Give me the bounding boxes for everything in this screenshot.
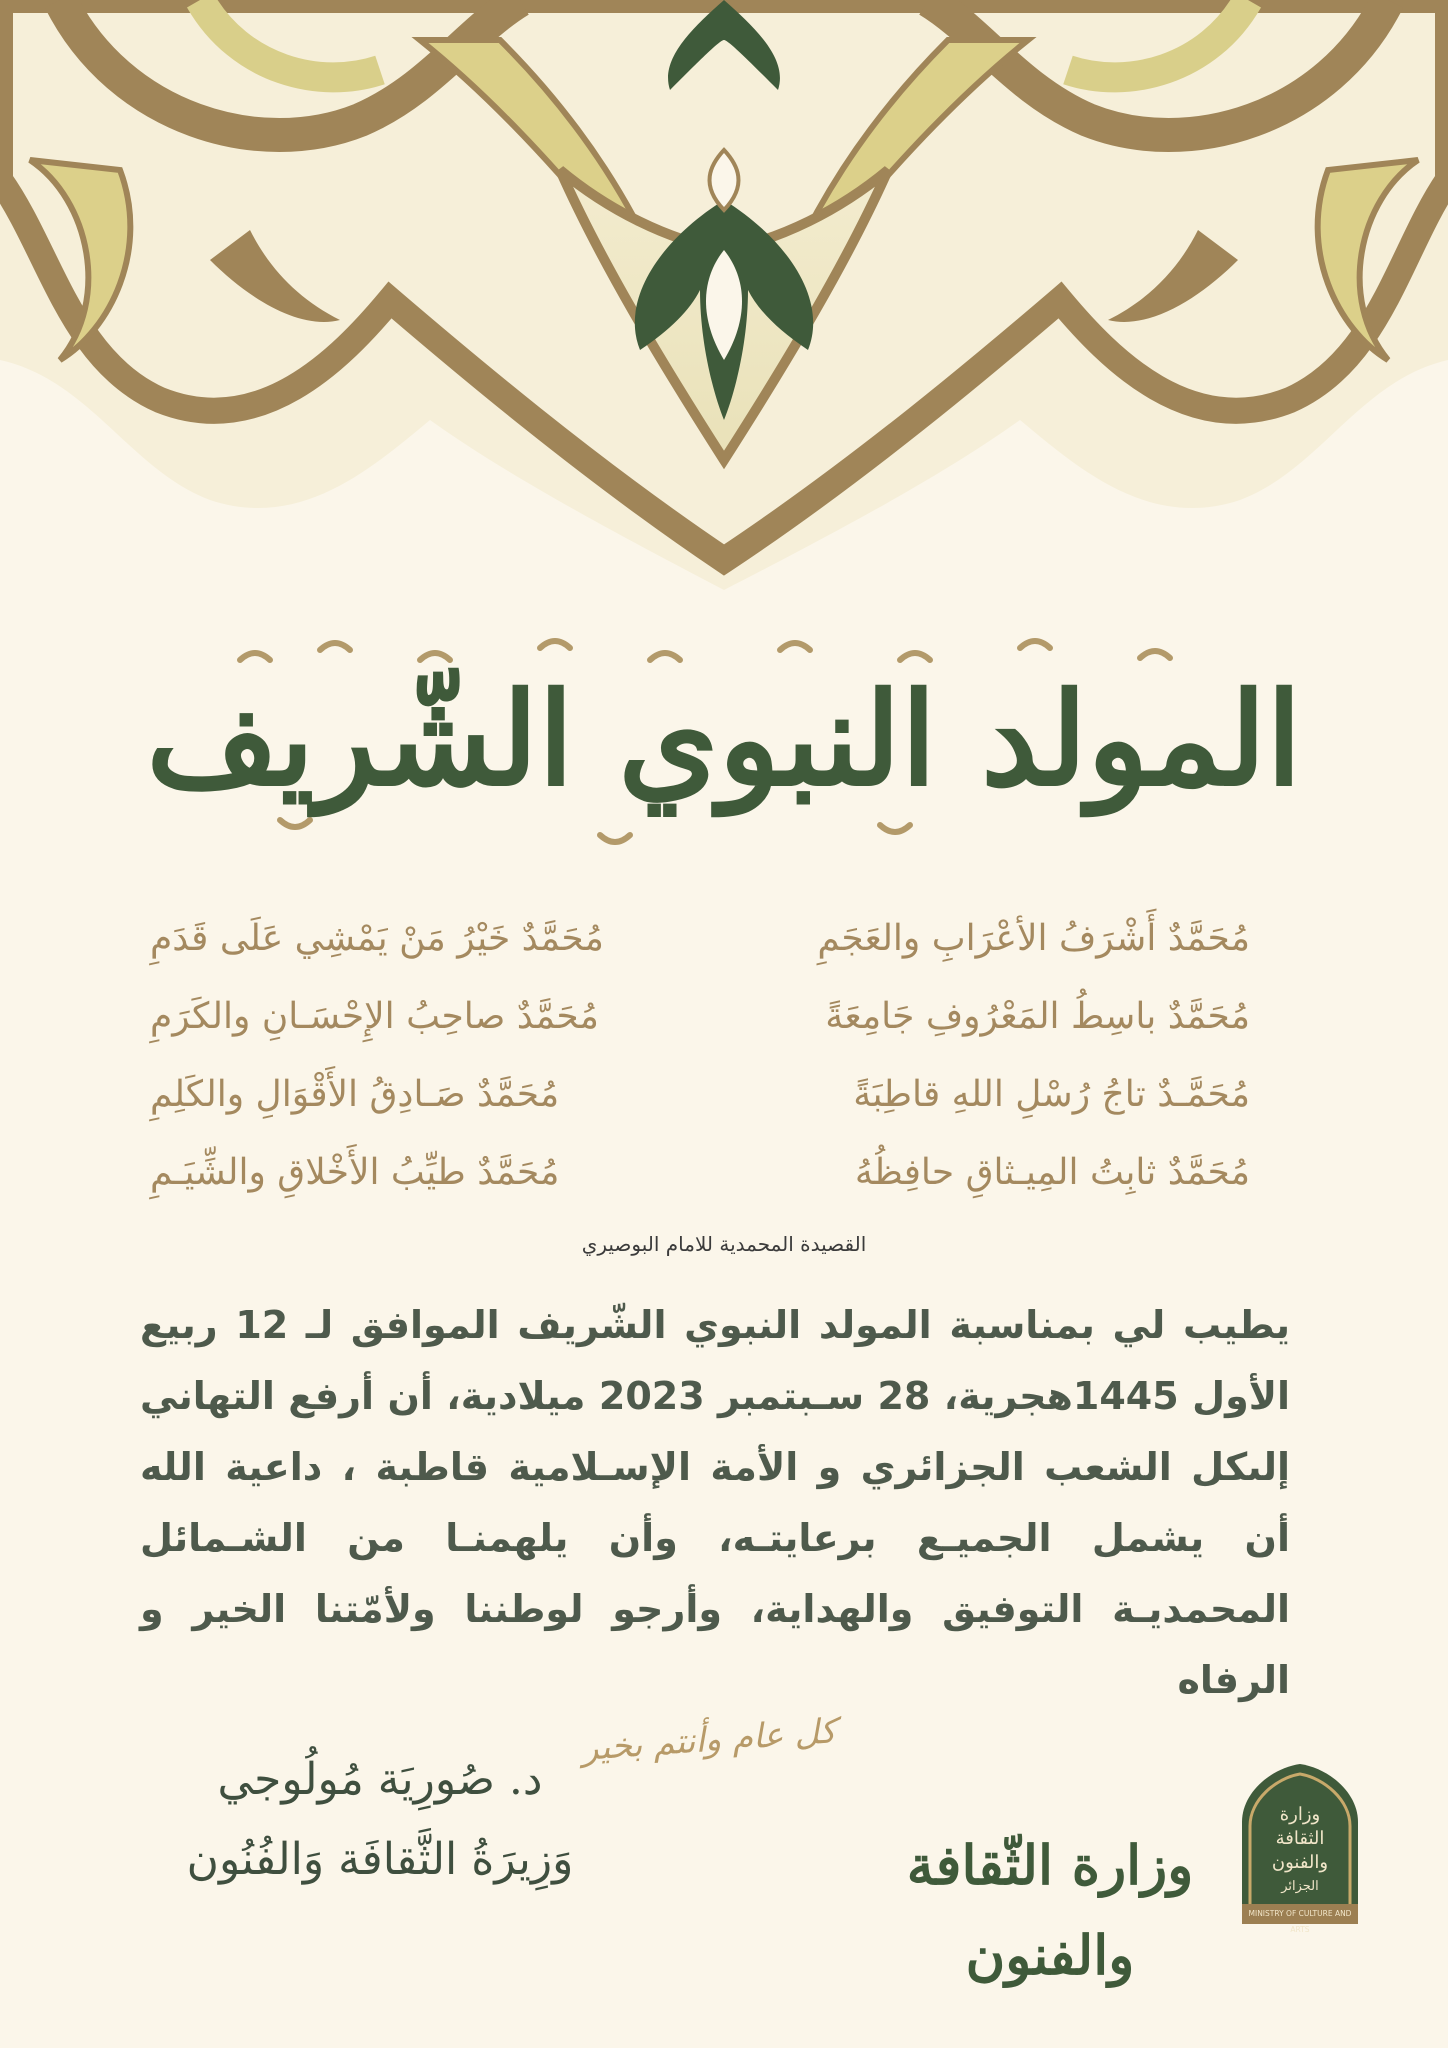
- arabesque-ornament: [0, 0, 1448, 600]
- poem-verse-1-left: مُحَمَّدٌ خَيْرُ مَنْ يَمْشِي عَلَى قَدَمِ: [150, 918, 604, 959]
- logo-text-line4: الجزائر: [1281, 1879, 1319, 1894]
- poem-verse-1-right: مُحَمَّدٌ أَشْرَفُ الأعْرَابِ والعَجَمِ: [817, 918, 1250, 959]
- poem-verse-3-left: مُحَمَّدٌ صَـادِقُ الأَقْوَالِ والكَلِمِ: [150, 1074, 560, 1115]
- message-body: يطيب لي بمناسبة المولد النبوي الشّريف الموافق لـ 12 ربيع الأول 1445هجرية، 28 سـبتمبر 2023 ميلادية، أن أرفع التهاني إلىكل الشعب الجزائري و الأمة الإسـلامية قاطبة ، داعية الله أن يشمل الجميـع برعايتـه، وأن يلهمنـا من الشـمائل المحمديـة التوفيق والهداية، وأرجو لوطننا ولأمّتنا الخير و الرفاه: [140, 1303, 1291, 1702]
- signature-name: د. صُورِيَة مُولُوجي: [217, 1754, 543, 1805]
- greeting-calligraphy: كل عام وأنتم بخير: [580, 1711, 838, 1769]
- poem: [150, 900, 1250, 1210]
- poem-verse-4-left: مُحَمَّدٌ طيِّبُ الأَخْلاقِ والشِّيَـمِ: [150, 1152, 560, 1193]
- logo-text-line2: الثقافة: [1275, 1828, 1325, 1849]
- poem-verse-3-right: مُحَمَّـدٌ تاجُ رُسْلِ اللهِ قاطِبَةً: [853, 1074, 1250, 1115]
- poem-verse-4-right: مُحَمَّدٌ ثابِتُ المِيـثاقِ حافِظُهُ: [854, 1152, 1250, 1193]
- signature-block: [170, 1740, 590, 1920]
- poem-verse-2-left: مُحَمَّدٌ صاحِبُ الإِحْسَـانِ والكَرَمِ: [150, 996, 599, 1037]
- signature-position: وَزِيرَةُ الثَّقافَة وَالفُنُون: [186, 1834, 574, 1885]
- poem-source: القصيدة المحمدية للامام البوصيري: [581, 1232, 867, 1256]
- ministry-wordmark: وزارة الثّقافة والفنون: [906, 1833, 1194, 1987]
- ministry-logo: [1238, 1762, 1362, 1934]
- poem-verse-2-right: مُحَمَّدٌ باسِطُ المَعْرُوفِ جَامِعَةً: [825, 996, 1250, 1037]
- logo-caption: MINISTRY OF CULTURE AND ARTS: [1248, 1909, 1352, 1934]
- logo-text-line3: والفنون: [1271, 1852, 1329, 1873]
- page-title: المولد النبوي الشّريف: [146, 665, 1302, 815]
- logo-text-line1: وزارة: [1279, 1804, 1321, 1825]
